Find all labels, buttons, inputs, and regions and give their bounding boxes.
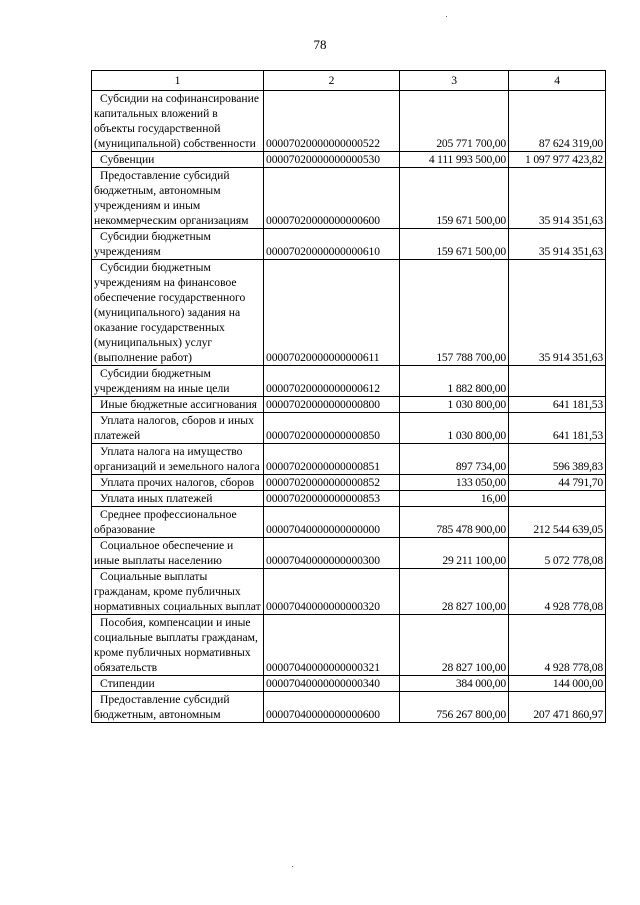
row-name-cell (92, 507, 264, 538)
row-name-text: Социальное обеспечение и иные выплаты населению (94, 539, 234, 567)
row-actual-cell: 207 471 860,97 (509, 692, 606, 723)
row-name-cell (92, 152, 264, 168)
row-name-text: Социальные выплаты гражданам, кроме публичных нормативных социальных выплат (94, 570, 261, 613)
row-name-cell (92, 397, 264, 413)
row-code-cell: 00007040000000000000 (264, 507, 400, 538)
row-name-text: Уплата налога на имущество организаций и земельного налога (94, 445, 260, 473)
row-name-text: Уплата прочих налогов, сборов (100, 476, 255, 489)
row-code-cell: 00007020000000000610 (264, 229, 400, 260)
row-code-cell: 00007020000000000612 (264, 366, 400, 397)
table-row (92, 569, 606, 615)
row-code-cell: 00007040000000000320 (264, 569, 400, 615)
row-plan-cell: 133 050,00 (400, 475, 509, 491)
table-row (92, 152, 606, 168)
row-code-cell: 00007020000000000522 (264, 91, 400, 152)
row-actual-cell: 212 544 639,05 (509, 507, 606, 538)
row-actual-cell: 35 914 351,63 (509, 229, 606, 260)
table-row (92, 475, 606, 491)
row-code-cell: 00007020000000000853 (264, 491, 400, 507)
row-plan-cell: 159 671 500,00 (400, 168, 509, 229)
table-row (92, 692, 606, 723)
row-name-text: Иные бюджетные ассигнования (100, 398, 257, 411)
row-actual-cell: 4 928 778,08 (509, 615, 606, 676)
row-plan-cell: 1 882 800,00 (400, 366, 509, 397)
row-name-text: Субсидии бюджетным учреждениям на финансовое обеспечение государственного (муниципального) задания на оказание государственных (муниципальных) услуг (выполнение работ) (94, 261, 246, 364)
row-actual-cell (509, 366, 606, 397)
table-row (92, 260, 606, 366)
row-plan-cell: 4 111 993 500,00 (400, 152, 509, 168)
budget-table (91, 70, 606, 723)
row-name-text: Предоставление субсидий бюджетным, автономным (94, 693, 230, 721)
row-code-cell: 00007020000000000530 (264, 152, 400, 168)
row-code-cell: 00007040000000000321 (264, 615, 400, 676)
table-row (92, 538, 606, 569)
table-row (92, 397, 606, 413)
row-name-cell (92, 538, 264, 569)
row-actual-cell: 144 000,00 (509, 676, 606, 692)
row-code-cell: 00007020000000000800 (264, 397, 400, 413)
row-code-cell: 00007020000000000611 (264, 260, 400, 366)
row-name-cell (92, 676, 264, 692)
row-name-cell (92, 91, 264, 152)
row-plan-cell: 897 734,00 (400, 444, 509, 475)
row-code-cell: 00007020000000000850 (264, 413, 400, 444)
row-actual-cell: 641 181,53 (509, 413, 606, 444)
table-header-row (92, 71, 606, 91)
row-name-text: Субвенции (100, 153, 155, 166)
row-name-text: Среднее профессиональное образование (94, 508, 237, 536)
row-name-cell (92, 569, 264, 615)
row-name-cell (92, 475, 264, 491)
row-name-text: Субсидии на софинансирование капитальных вложений в объекты государственной (муниципальной) собственности (94, 92, 259, 150)
table-row (92, 229, 606, 260)
row-name-cell (92, 229, 264, 260)
row-plan-cell: 1 030 800,00 (400, 397, 509, 413)
table-row (92, 491, 606, 507)
row-name-cell (92, 692, 264, 723)
row-actual-cell: 44 791,70 (509, 475, 606, 491)
row-plan-cell: 28 827 100,00 (400, 615, 509, 676)
row-code-cell: 00007020000000000852 (264, 475, 400, 491)
table-row (92, 91, 606, 152)
column-header: 3 (400, 71, 509, 91)
table-row (92, 444, 606, 475)
table-row (92, 413, 606, 444)
scan-speck (292, 866, 293, 867)
row-name-cell (92, 491, 264, 507)
row-actual-cell: 4 928 778,08 (509, 569, 606, 615)
table-row (92, 168, 606, 229)
scan-speck (446, 16, 447, 17)
column-header: 2 (264, 71, 400, 91)
row-code-cell: 00007020000000000851 (264, 444, 400, 475)
row-plan-cell: 159 671 500,00 (400, 229, 509, 260)
row-name-text: Уплата иных платежей (100, 492, 213, 505)
page-number: 78 (313, 37, 327, 52)
row-name-cell (92, 615, 264, 676)
row-code-cell: 00007040000000000300 (264, 538, 400, 569)
row-plan-cell: 29 211 100,00 (400, 538, 509, 569)
column-header: 1 (92, 71, 264, 91)
row-plan-cell: 756 267 800,00 (400, 692, 509, 723)
row-code-cell: 00007040000000000340 (264, 676, 400, 692)
row-code-cell: 00007040000000000600 (264, 692, 400, 723)
row-name-cell (92, 260, 264, 366)
row-name-cell (92, 444, 264, 475)
row-actual-cell: 641 181,53 (509, 397, 606, 413)
row-code-cell: 00007020000000000600 (264, 168, 400, 229)
row-name-text: Уплата налогов, сборов и иных платежей (94, 414, 254, 442)
row-actual-cell: 35 914 351,63 (509, 168, 606, 229)
row-name-text: Субсидии бюджетным учреждениям на иные цели (94, 367, 230, 395)
row-name-cell (92, 413, 264, 444)
table-row (92, 366, 606, 397)
row-actual-cell: 87 624 319,00 (509, 91, 606, 152)
row-name-cell (92, 168, 264, 229)
column-header: 4 (509, 71, 606, 91)
row-plan-cell: 785 478 900,00 (400, 507, 509, 538)
row-name-cell (92, 366, 264, 397)
row-plan-cell: 384 000,00 (400, 676, 509, 692)
row-plan-cell: 157 788 700,00 (400, 260, 509, 366)
row-actual-cell: 35 914 351,63 (509, 260, 606, 366)
table-row (92, 507, 606, 538)
row-name-text: Стипендии (100, 677, 155, 690)
row-name-text: Предоставление субсидий бюджетным, автономным учреждениям и иным некоммерческим организациям (94, 169, 249, 227)
row-plan-cell: 205 771 700,00 (400, 91, 509, 152)
row-plan-cell: 1 030 800,00 (400, 413, 509, 444)
row-name-text: Пособия, компенсации и иные социальные выплаты гражданам, кроме публичных нормативных обязательств (94, 616, 258, 674)
row-plan-cell: 28 827 100,00 (400, 569, 509, 615)
row-actual-cell: 5 072 778,08 (509, 538, 606, 569)
row-plan-cell: 16,00 (400, 491, 509, 507)
row-actual-cell: 596 389,83 (509, 444, 606, 475)
row-actual-cell: 1 097 977 423,82 (509, 152, 606, 168)
row-actual-cell (509, 491, 606, 507)
row-name-text: Субсидии бюджетным учреждениям (94, 230, 211, 258)
table-row (92, 676, 606, 692)
table-row (92, 615, 606, 676)
